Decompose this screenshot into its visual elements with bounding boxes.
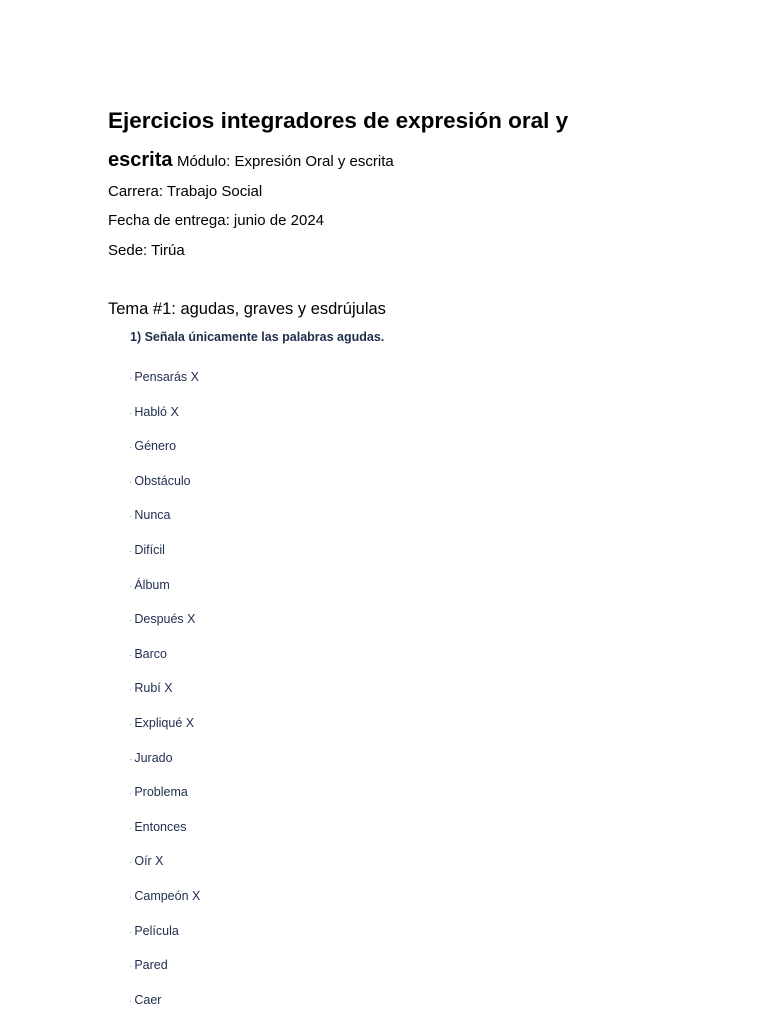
bullet-icon: · xyxy=(129,822,133,834)
list-item xyxy=(129,922,200,957)
bullet-icon: · xyxy=(129,926,133,938)
list-item xyxy=(129,956,200,991)
list-item xyxy=(129,818,200,853)
word-text: Entonces xyxy=(134,819,187,834)
bullet-icon: · xyxy=(129,718,133,730)
list-item xyxy=(129,749,200,784)
list-item xyxy=(129,852,200,887)
list-item xyxy=(129,610,200,645)
campus-label: Sede: Tirúa xyxy=(108,242,185,259)
bullet-icon: · xyxy=(129,891,133,903)
bullet-icon: · xyxy=(129,788,133,800)
list-item xyxy=(129,887,200,922)
word-text: Habló X xyxy=(134,404,179,419)
word-text: Después X xyxy=(134,612,196,627)
bullet-icon: · xyxy=(129,649,133,661)
bullet-icon: · xyxy=(129,511,133,523)
bullet-icon: · xyxy=(129,407,133,419)
topic-heading: Tema #1: agudas, graves y esdrújulas xyxy=(108,300,386,318)
list-item xyxy=(129,403,200,438)
word-text: Rubí X xyxy=(134,681,173,696)
document-title: Ejercicios integradores de expresión oral y xyxy=(108,108,569,133)
bullet-icon: · xyxy=(129,753,133,765)
document-title-continued xyxy=(108,146,394,176)
bullet-icon: · xyxy=(129,961,133,973)
word-text: Problema xyxy=(134,785,188,800)
document-title-end: escrita xyxy=(108,149,173,171)
word-text: Caer xyxy=(134,992,162,1007)
word-text: Expliqué X xyxy=(134,715,195,730)
word-text: Película xyxy=(134,923,179,938)
list-item xyxy=(129,506,200,541)
module-label: Módulo: Expresión Oral y escrita xyxy=(176,153,394,170)
word-text: Difícil xyxy=(134,542,165,557)
bullet-icon: · xyxy=(129,615,133,627)
word-text: Álbum xyxy=(134,577,170,592)
bullet-icon: · xyxy=(129,580,133,592)
word-text: Pensarás X xyxy=(134,370,199,384)
word-text: Barco xyxy=(134,646,167,661)
word-list xyxy=(129,368,200,1025)
bullet-icon: · xyxy=(129,373,133,384)
list-item xyxy=(129,991,200,1025)
list-item xyxy=(129,472,200,507)
career-label: Carrera: Trabajo Social xyxy=(108,183,263,200)
bullet-icon: · xyxy=(129,684,133,696)
list-item xyxy=(129,783,200,818)
list-item xyxy=(129,679,200,714)
word-text: Obstáculo xyxy=(134,473,191,488)
question-heading: 1) Señala únicamente las palabras agudas. xyxy=(130,330,385,344)
word-text: Género xyxy=(134,439,177,454)
word-text: Nunca xyxy=(134,508,171,523)
list-item xyxy=(129,437,200,472)
list-item xyxy=(129,368,200,403)
list-item xyxy=(129,541,200,576)
bullet-icon: · xyxy=(129,442,133,454)
word-text: Jurado xyxy=(134,750,173,765)
word-text: Oír X xyxy=(134,854,164,869)
bullet-icon: · xyxy=(129,857,133,869)
word-text: Pared xyxy=(134,958,168,973)
list-item xyxy=(129,714,200,749)
list-item xyxy=(129,645,200,680)
due-date-label: Fecha de entrega: junio de 2024 xyxy=(108,212,324,229)
word-text: Campeón X xyxy=(134,888,201,903)
bullet-icon: · xyxy=(129,995,133,1007)
list-item xyxy=(129,576,200,611)
bullet-icon: · xyxy=(129,476,133,488)
bullet-icon: · xyxy=(129,545,133,557)
